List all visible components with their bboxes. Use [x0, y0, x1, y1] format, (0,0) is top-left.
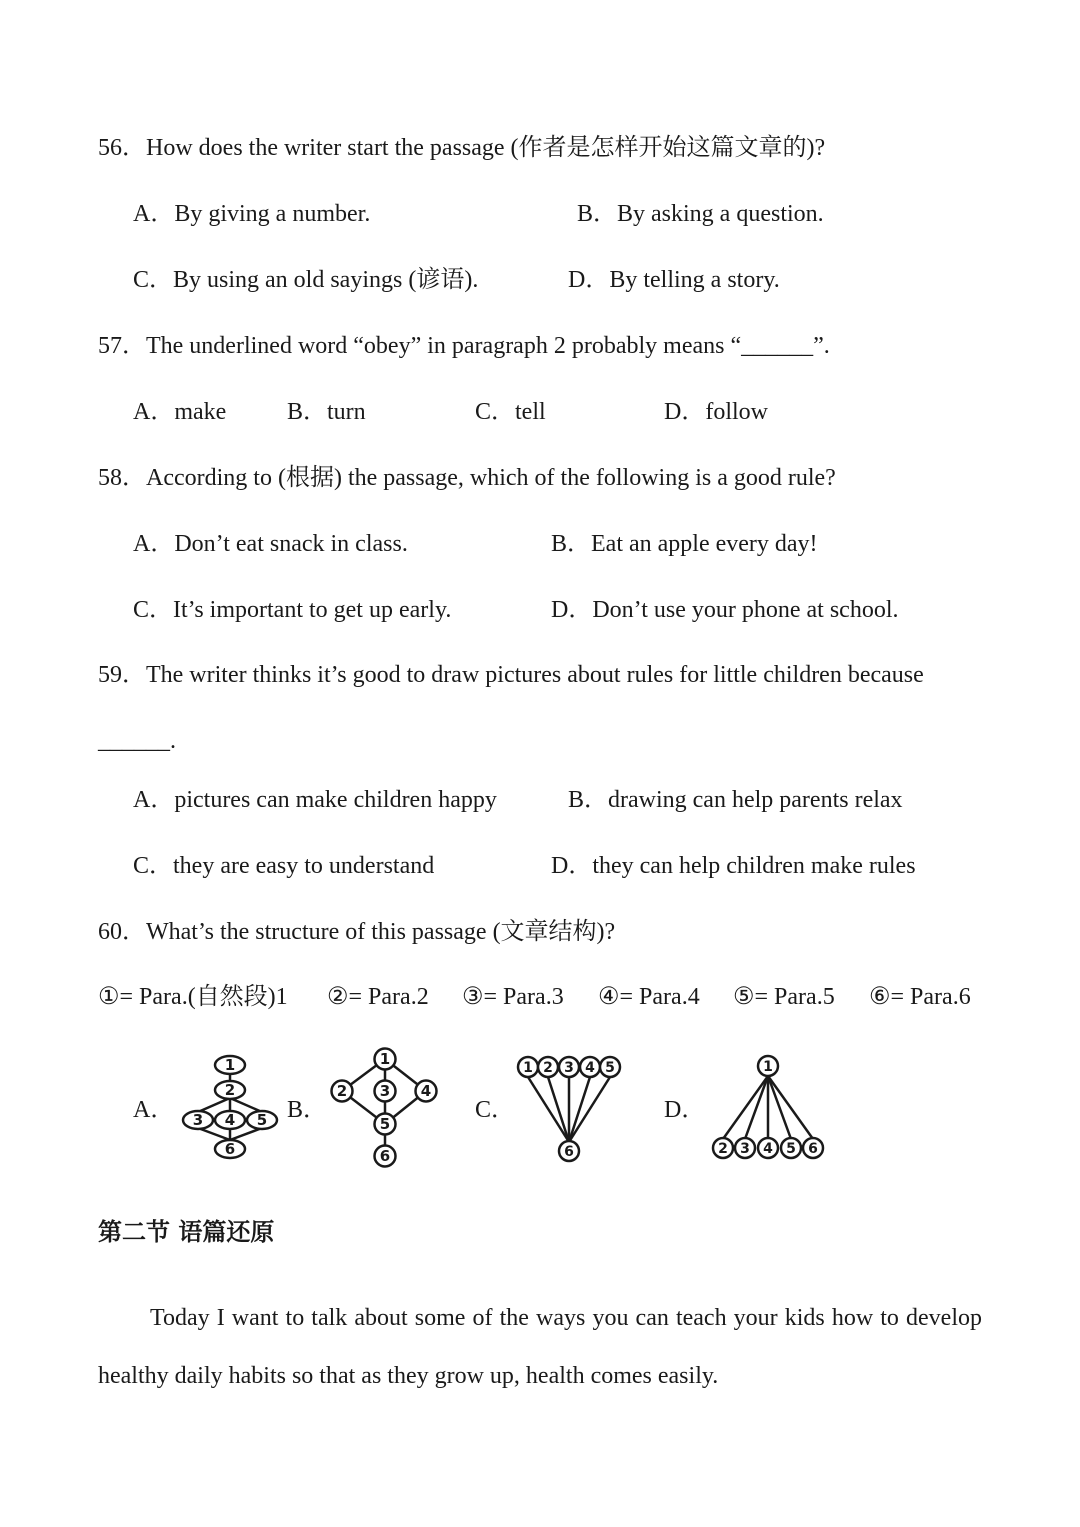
diagram-b-node-1: 1: [379, 1050, 391, 1068]
q58-stem: 58．According to (根据) the passage, which of the following is a good rule?: [98, 465, 836, 491]
q60-legend-1: ①= Para.(自然段)1: [98, 984, 288, 1010]
q56-option-b: B．By asking a question.: [577, 201, 824, 227]
passage-text: Today I want to talk about some of the ways you can teach your kids how to develop healthy daily habits so that as they grow up, health comes easily.: [98, 1305, 982, 1389]
passage-paragraph: [98, 1289, 982, 1405]
q58-option-c: C．It’s important to get up early.: [133, 597, 452, 623]
q58-option-a: A．Don’t eat snack in class.: [133, 531, 408, 557]
q59-option-a: A．pictures can make children happy: [133, 787, 497, 813]
diagram-c-node-5: 5: [605, 1060, 615, 1076]
q59-option-d: D．they can help children make rules: [551, 853, 916, 879]
structure-diagram-d: [706, 1050, 828, 1166]
diagram-a-node-6: 6: [224, 1140, 236, 1158]
diagram-c-node-6: 6: [564, 1144, 574, 1160]
diagram-b-node-4: 4: [420, 1082, 432, 1100]
q58-option-d: D．Don’t use your phone at school.: [551, 597, 899, 623]
q58-option-b: B．Eat an apple every day!: [551, 531, 818, 557]
q60-option-d: D．: [664, 1097, 706, 1123]
q60-option-c: C．: [475, 1097, 516, 1123]
diagram-a-node-1: 1: [224, 1056, 236, 1074]
q60-legend-3: ③= Para.3: [462, 984, 564, 1010]
diagram-c-node-1: 1: [523, 1060, 533, 1076]
diagram-c-node-4: 4: [585, 1060, 595, 1076]
q57-stem: 57．The underlined word “obey” in paragraph 2 probably means “______”.: [98, 333, 830, 359]
diagram-d-node-4: 4: [763, 1141, 773, 1157]
structure-diagram-b: [325, 1044, 445, 1172]
diagram-d-node-6: 6: [808, 1141, 818, 1157]
section-heading: 第二节 语篇还原: [98, 1218, 275, 1246]
q59-stem: 59．The writer thinks it’s good to draw pictures about rules for little children because: [98, 662, 924, 688]
q57-option-c: C．tell: [475, 399, 546, 425]
diagram-b-node-6: 6: [379, 1147, 391, 1165]
q59-answer-blank: ______.: [98, 728, 176, 754]
diagram-a-node-4: 4: [224, 1111, 236, 1129]
diagram-d-node-5: 5: [786, 1141, 796, 1157]
diagram-d-node-3: 3: [740, 1141, 750, 1157]
q59-option-c: C．they are easy to understand: [133, 853, 435, 879]
structure-diagram-c: [513, 1050, 625, 1168]
structure-diagram-a: [172, 1048, 284, 1164]
q57-option-b: B．turn: [287, 399, 366, 425]
q60-option-a: A．: [133, 1097, 175, 1123]
q56-option-c: C．By using an old sayings (谚语).: [133, 267, 479, 293]
diagram-b-node-2: 2: [336, 1082, 348, 1100]
q60-legend-4: ④= Para.4: [598, 984, 700, 1010]
diagram-d-node-1: 1: [763, 1059, 773, 1075]
q59-option-b: B．drawing can help parents relax: [568, 787, 903, 813]
diagram-d-node-2: 2: [718, 1141, 728, 1157]
q57-option-d: D．follow: [664, 399, 768, 425]
q57-option-a: A．make: [133, 399, 227, 425]
q56-stem: 56．How does the writer start the passage (作者是怎样开始这篇文章的)?: [98, 135, 826, 161]
diagram-a-node-2: 2: [224, 1081, 236, 1099]
q60-stem: 60．What’s the structure of this passage (文章结构)?: [98, 919, 616, 945]
q56-option-d: D．By telling a story.: [568, 267, 780, 293]
q60-legend-6: ⑥= Para.6: [869, 984, 971, 1010]
q60-option-b: B．: [287, 1097, 328, 1123]
diagram-a-node-5: 5: [256, 1111, 268, 1129]
q56-option-a: A．By giving a number.: [133, 201, 371, 227]
diagram-b-node-3: 3: [379, 1082, 391, 1100]
diagram-a-node-3: 3: [192, 1111, 204, 1129]
diagram-b-node-5: 5: [379, 1115, 391, 1133]
diagram-c-node-2: 2: [543, 1060, 553, 1076]
q60-legend-5: ⑤= Para.5: [733, 984, 835, 1010]
q60-legend-2: ②= Para.2: [327, 984, 429, 1010]
diagram-c-node-3: 3: [564, 1060, 574, 1076]
